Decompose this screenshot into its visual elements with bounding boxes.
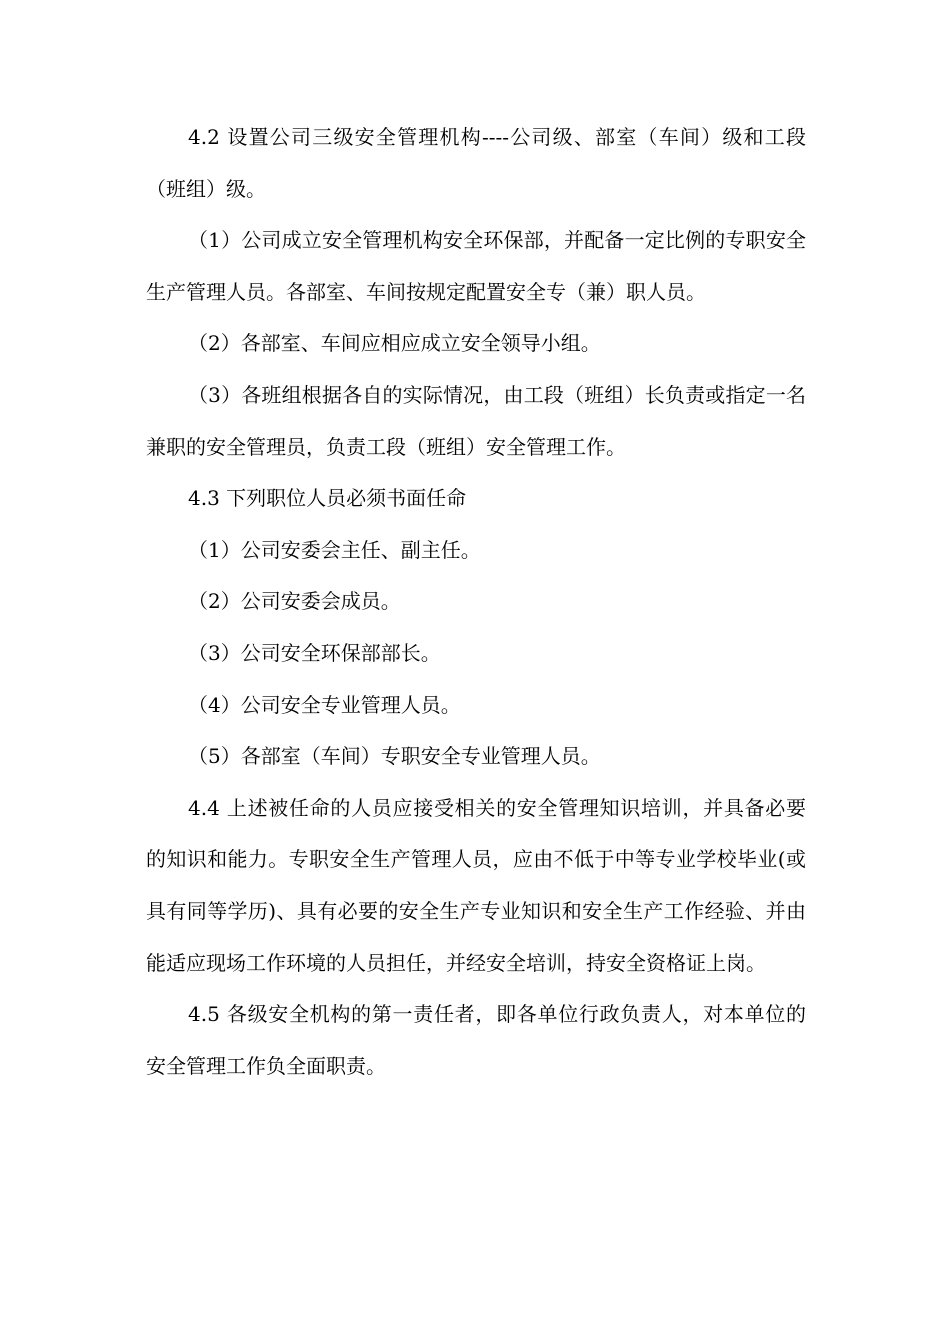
paragraph-4-3-item-2: （2）公司安委会成员。 bbox=[188, 589, 401, 614]
paragraph-4-4: 4.4 上述被任命的人员应接受相关的安全管理知识培训，并具备必要的知识和能力。专职安全生产管理人员，应由不低于中等专业学校毕业(或具有同等学历)、具有必要的安全生产专业知识和安全生产工作经验、并由能适应现场工作环境的人员担任，并经安全培训，持安全资格证上岗。 bbox=[146, 795, 806, 975]
paragraph-4-5: 4.5 各级安全机构的第一责任者，即各单位行政负责人，对本单位的安全管理工作负全面职责。 bbox=[146, 1002, 806, 1078]
paragraph-4-2: 4.2 设置公司三级安全管理机构----公司级、部室（车间）级和工段（班组）级。 bbox=[146, 125, 806, 201]
paragraph-4-3-item-5: （5）各部室（车间）专职安全专业管理人员。 bbox=[188, 744, 601, 769]
paragraph-4-3-item-4: （4）公司安全专业管理人员。 bbox=[188, 692, 461, 717]
document-page bbox=[146, 112, 806, 1092]
paragraph-4-2-item-2: （2）各部室、车间应相应成立安全领导小组。 bbox=[188, 331, 601, 356]
paragraph-4-3-item-3: （3）公司安全环保部部长。 bbox=[188, 640, 441, 665]
paragraph-4-2-item-1: （1）公司成立安全管理机构安全环保部，并配备一定比例的专职安全生产管理人员。各部室、车间按规定配置安全专（兼）职人员。 bbox=[146, 228, 806, 304]
paragraph-4-3: 4.3 下列职位人员必须书面任命 bbox=[188, 486, 467, 511]
paragraph-4-3-item-1: （1）公司安委会主任、副主任。 bbox=[188, 537, 481, 562]
paragraph-4-2-item-3: （3）各班组根据各自的实际情况，由工段（班组）长负责或指定一名兼职的安全管理员，负责工段（班组）安全管理工作。 bbox=[146, 382, 806, 459]
